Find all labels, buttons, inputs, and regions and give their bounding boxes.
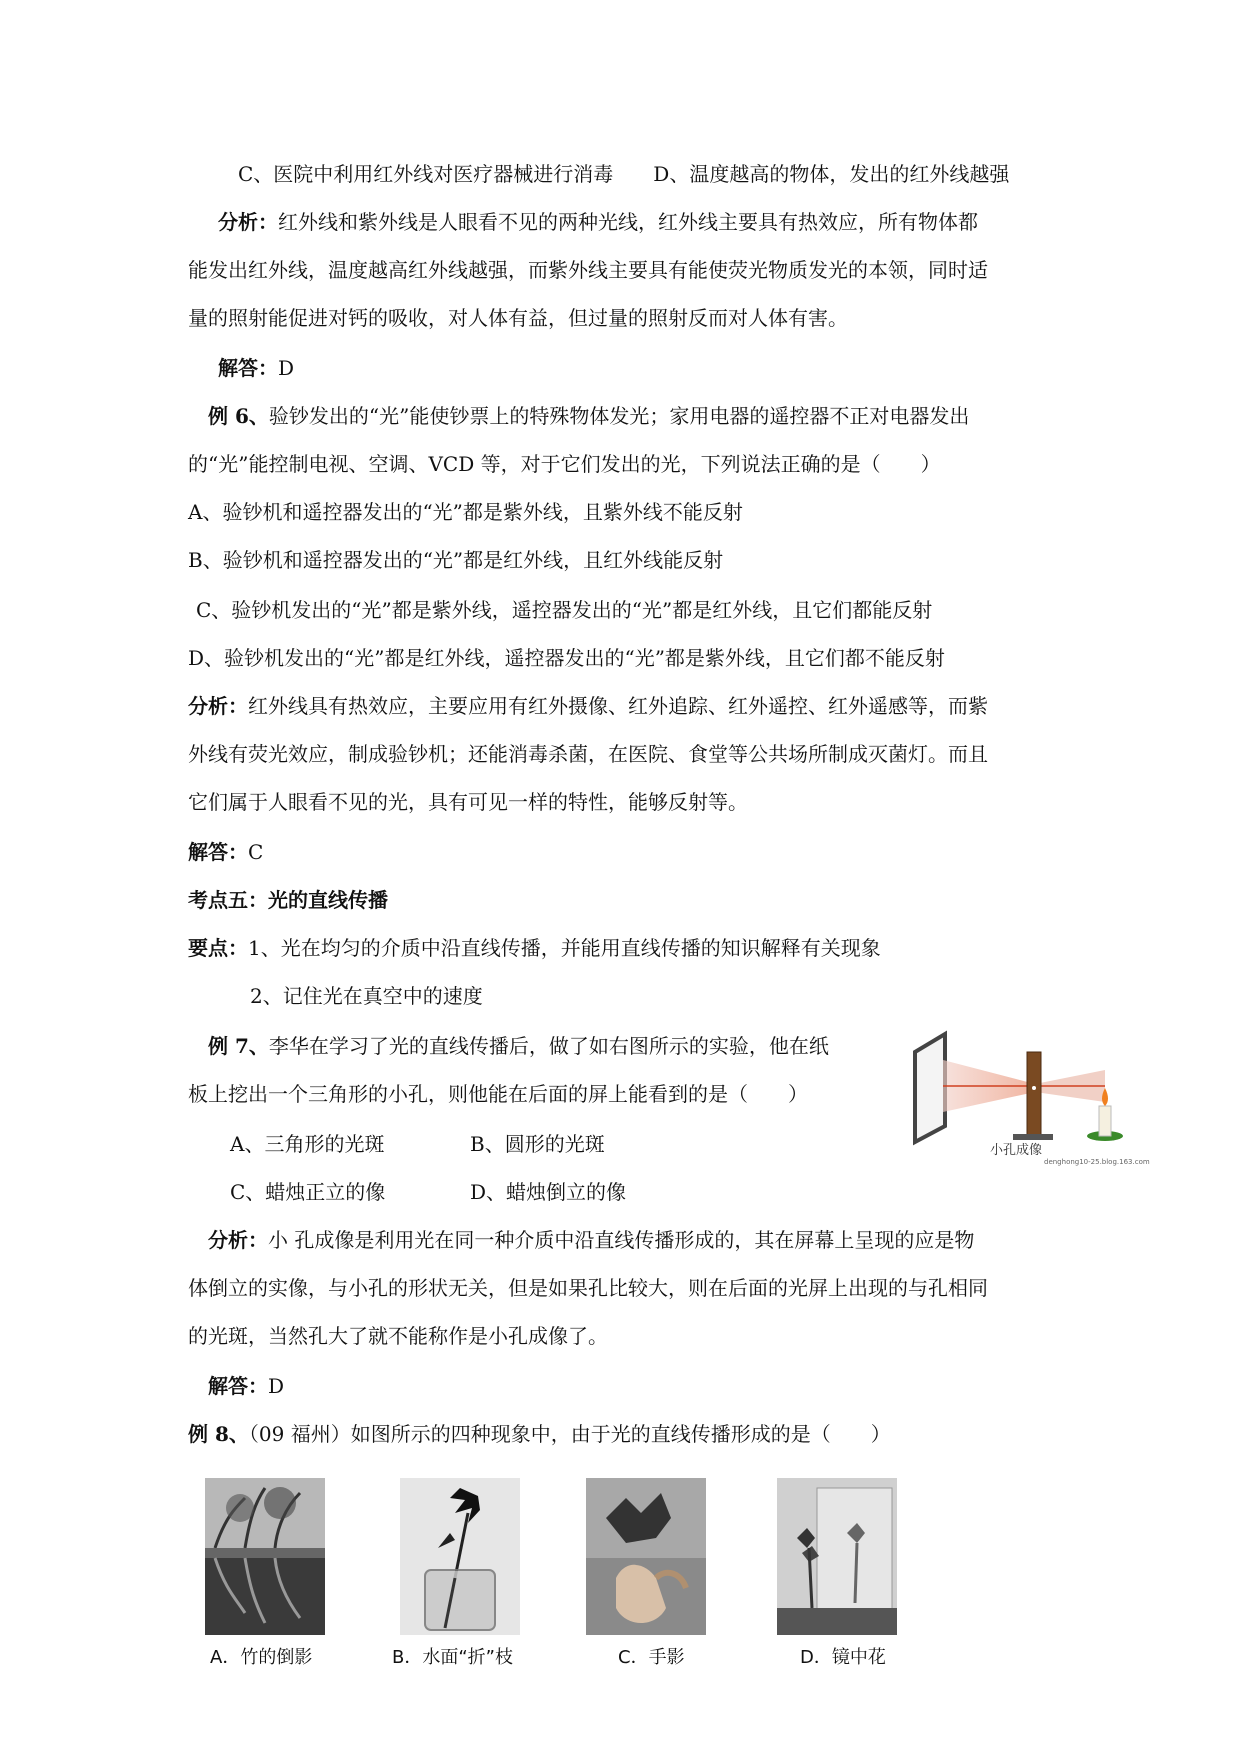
example-6-option-c: C、验钞机发出的“光”都是紫外线，遥控器发出的“光”都是红外线，且它们都能反射 bbox=[196, 598, 933, 622]
example-6-option-a: A、验钞机和遥控器发出的“光”都是紫外线，且紫外线不能反射 bbox=[188, 500, 743, 524]
analysis-3-line3: 的光斑，当然孔大了就不能称作是小孔成像了。 bbox=[188, 1324, 608, 1348]
reflection-photo-icon bbox=[205, 1478, 325, 1635]
analysis-1-line3: 量的照射能促进对钙的吸收，对人体有益，但过量的照射反而对人体有害。 bbox=[188, 306, 848, 330]
analysis-2-line2: 外线有荧光效应，制成验钞机；还能消毒杀菌，在医院、食堂等公共场所制成灭菌灯。而且 bbox=[188, 742, 988, 766]
example-6-option-d: D、验钞机发出的“光”都是红外线，遥控器发出的“光”都是紫外线，且它们都不能反射 bbox=[188, 646, 945, 670]
mirror-flower-photo-icon bbox=[777, 1478, 897, 1635]
example-6-line2: 的“光”能控制电视、空调、VCD 等，对于它们发出的光，下列说法正确的是（ ） bbox=[188, 452, 941, 476]
analysis-3-line2: 体倒立的实像，与小孔的形状无关，但是如果孔比较大，则在后面的光屏上出现的与孔相同 bbox=[188, 1276, 988, 1300]
answer-2: 解答：C bbox=[188, 840, 264, 864]
section-heading: 考点五：光的直线传播 bbox=[188, 888, 388, 912]
analysis-3-line1: 分析：小 孔成像是利用光在同一种介质中沿直线传播形成的，其在屏幕上呈现的应是物 bbox=[208, 1228, 975, 1252]
photo-caption-d: D．镜中花 bbox=[800, 1647, 886, 1668]
refraction-photo-icon bbox=[400, 1478, 520, 1635]
example-8-line1: 例 8、（09 福州）如图所示的四种现象中，由于光的直线传播形成的是（ ） bbox=[188, 1422, 891, 1446]
example-7-line2: 板上挖出一个三角形的小孔，则他能在后面的屏上能看到的是（ ） bbox=[188, 1082, 808, 1106]
photo-caption-a: A．竹的倒影 bbox=[210, 1647, 313, 1668]
answer-1: 解答：D bbox=[218, 356, 295, 380]
example-7-option-d: D、蜡烛倒立的像 bbox=[470, 1180, 627, 1204]
analysis-1-line1: 分析：红外线和紫外线是人眼看不见的两种光线，红外线主要具有热效应，所有物体都 bbox=[218, 210, 978, 234]
analysis-1-line2: 能发出红外线，温度越高红外线越强，而紫外线主要具有能使荧光物质发光的本领，同时适 bbox=[188, 258, 988, 282]
photo-caption-b: B．水面“折”枝 bbox=[392, 1647, 513, 1668]
example-6-line1: 例 6、验钞发出的“光”能使钞票上的特殊物体发光；家用电器的遥控器不正对电器发出 bbox=[208, 404, 970, 428]
photo-caption-c: C．手影 bbox=[618, 1647, 685, 1668]
analysis-2-line3: 它们属于人眼看不见的光，具有可见一样的特性，能够反射等。 bbox=[188, 790, 748, 814]
analysis-2-line1: 分析：红外线具有热效应，主要应用有红外摄像、红外追踪、红外遥控、红外遥感等，而紫 bbox=[188, 694, 988, 718]
example-7-option-b: B、圆形的光斑 bbox=[470, 1132, 605, 1156]
example-7-option-a: A、三角形的光斑 bbox=[230, 1132, 385, 1156]
hand-shadow-photo-icon bbox=[586, 1478, 706, 1635]
key-point-2: 2、记住光在真空中的速度 bbox=[250, 984, 483, 1008]
example-6-option-b: B、验钞机和遥控器发出的“光”都是红外线，且红外线能反射 bbox=[188, 548, 724, 572]
answer-3: 解答：D bbox=[208, 1374, 285, 1398]
example-7-line1: 例 7、李华在学习了光的直线传播后，做了如右图所示的实验，他在纸 bbox=[208, 1034, 829, 1058]
pinhole-caption: 小孔成像 bbox=[990, 1143, 1043, 1158]
pinhole-url: denghong10-25.blog.163.com bbox=[1044, 1158, 1150, 1166]
key-point-1: 要点：1、光在均匀的介质中沿直线传播，并能用直线传播的知识解释有关现象 bbox=[188, 936, 881, 960]
example-7-option-c: C、蜡烛正立的像 bbox=[230, 1180, 386, 1204]
option-c-d-prev: C、医院中利用红外线对医疗器械进行消毒 D、温度越高的物体，发出的红外线越强 bbox=[238, 162, 1010, 186]
